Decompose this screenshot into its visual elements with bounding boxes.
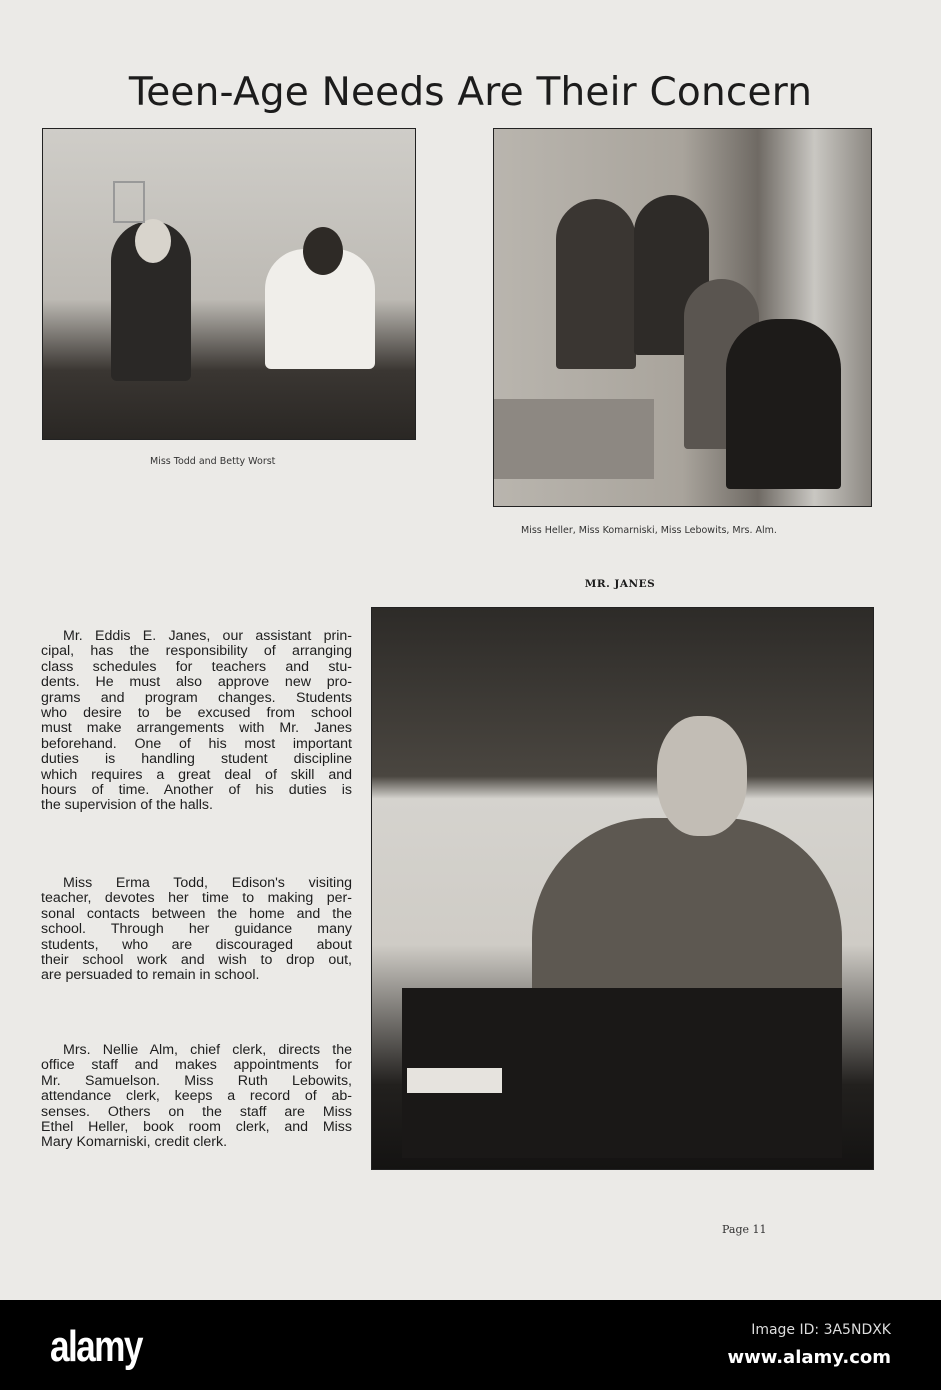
paragraph-line: school. Through her guidance many — [41, 921, 352, 938]
paragraph-line: who desire to be excused from school — [41, 705, 352, 722]
paragraph-line: senses. Others on the staff are Miss — [41, 1103, 352, 1120]
paragraph-line: hours of time. Another of his duties is — [41, 782, 352, 799]
photo-caption: Miss Todd and Betty Worst — [150, 456, 276, 467]
alamy-logo: alamy — [50, 1322, 142, 1371]
photo-mr-janes — [371, 607, 874, 1170]
watermark-bar — [0, 1300, 941, 1390]
paragraph-line: the supervision of the halls. — [41, 797, 213, 814]
image-id: Image ID: 3A5NDXK — [751, 1322, 891, 1338]
paragraph-office-staff — [41, 1043, 352, 1151]
paragraph-mr-janes — [41, 629, 352, 814]
page-title: Teen-Age Needs Are Their Concern — [128, 70, 813, 116]
paragraph-line: duties is handling student discipline — [41, 751, 352, 768]
paragraph-line: beforehand. One of his most important — [41, 735, 352, 752]
paragraph-line: are persuaded to remain in school. — [41, 967, 260, 984]
paragraph-line: Ethel Heller, book room clerk, and Miss — [41, 1119, 352, 1136]
page-number: Page 11 — [722, 1223, 767, 1236]
paragraph-line: Miss Erma Todd, Edison's visiting — [63, 875, 352, 891]
paragraph-miss-todd — [41, 876, 352, 984]
paragraph-line: Mrs. Nellie Alm, chief clerk, directs the — [63, 1042, 352, 1058]
paragraph-line: Mr. Eddis E. Janes, our assistant prin- — [63, 628, 352, 644]
photo-office-staff — [493, 128, 872, 507]
photo-caption: Miss Heller, Miss Komarniski, Miss Lebowits, Mrs. Alm. — [521, 525, 777, 536]
paragraph-line: cipal, has the responsibility of arranging — [41, 643, 352, 660]
paragraph-line: grams and program changes. Students — [41, 689, 352, 706]
paragraph-line: office staff and makes appointments for — [41, 1057, 352, 1074]
paragraph-line: must make arrangements with Mr. Janes — [41, 720, 352, 737]
paragraph-line: Mary Komarniski, credit clerk. — [41, 1134, 228, 1151]
paragraph-line: Mr. Samuelson. Miss Ruth Lebowits, — [41, 1072, 352, 1089]
photo-heading-mr-janes: MR. JANES — [584, 578, 656, 590]
paragraph-line: which requires a great deal of skill and — [41, 766, 352, 783]
paragraph-line: dents. He must also approve new pro- — [41, 674, 352, 691]
paragraph-line: attendance clerk, keeps a record of ab- — [41, 1088, 352, 1105]
paragraph-line: sonal contacts between the home and the — [41, 905, 352, 922]
paragraph-line: students, who are discouraged about — [41, 936, 352, 953]
site-url: www.alamy.com — [727, 1347, 891, 1368]
paragraph-line: class schedules for teachers and stu- — [41, 658, 352, 675]
photo-miss-todd-and-betty-worst — [42, 128, 416, 440]
paragraph-line: their school work and wish to drop out, — [41, 952, 352, 969]
paragraph-line: teacher, devotes her time to making per- — [41, 890, 352, 907]
